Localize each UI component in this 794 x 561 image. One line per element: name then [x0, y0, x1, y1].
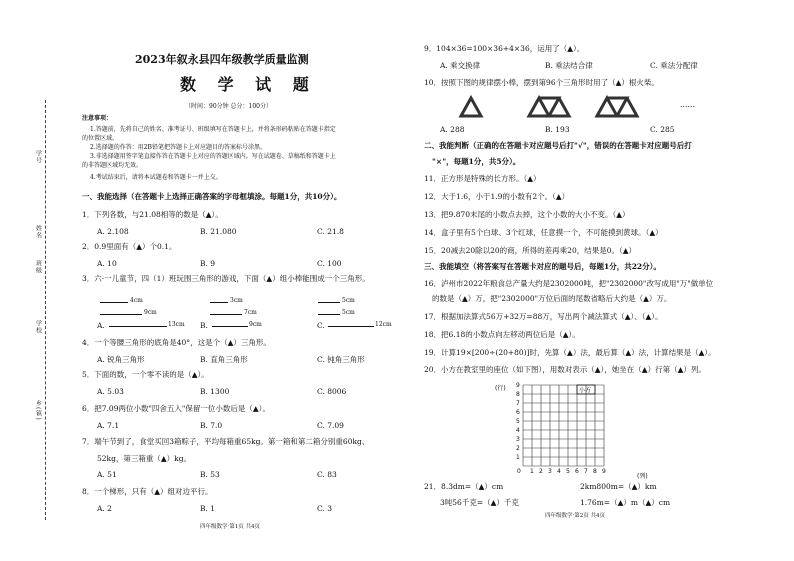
- grid-row-tick: 1: [516, 454, 520, 461]
- q5-stem: 5．下面的数，一个零不读的是（▲）。: [82, 370, 209, 379]
- q8-option-b: B. 1: [200, 504, 216, 513]
- q4-option-c: C. 钝角三角形: [317, 355, 365, 364]
- q16-line-1: 16．泸州市2022年粮食总产量大约是2302000吨，把"2302000"改写成用"万"做单位: [424, 279, 714, 288]
- grid-row-tick: 2: [516, 445, 520, 452]
- q6-option-c: C. 7.09: [317, 421, 344, 430]
- q5-option-b: B. 1300: [200, 387, 230, 396]
- q9-stem: 9．104×36=100×36+4×36，运用了（▲）。: [424, 44, 585, 53]
- q21-line-2a: 3吨56千克=（▲）千克: [440, 498, 519, 507]
- stick-c1: [318, 302, 340, 303]
- q5-option-c: C. 8006: [317, 387, 347, 396]
- q21-line-2b: 1.76m=（▲）m（▲）cm: [580, 498, 671, 507]
- stick-b2-label: 7cm: [244, 309, 257, 316]
- note-2: 2.选择题的作答：用2B铅笔把答题卡上对应题目的答案标号涂黑。: [90, 144, 266, 151]
- stick-b2: [210, 314, 242, 315]
- q10-option-a: A. 288: [440, 125, 465, 134]
- q1-option-a: A. 2.108: [97, 227, 129, 236]
- grid-row-axis-label: (行): [495, 385, 506, 392]
- stick-c1-label: 5cm: [342, 297, 355, 304]
- q1-option-c: C. 21.8: [317, 227, 344, 236]
- grid-col-tick: 3: [548, 468, 552, 475]
- triangle-2: [529, 98, 569, 116]
- q9-option-a: A. 乘交换律: [440, 61, 481, 70]
- q1-option-b: B. 21.080: [200, 227, 237, 236]
- stick-a1: [100, 302, 128, 303]
- stick-c3: [328, 326, 374, 327]
- stick-b3-label: 9cm: [249, 321, 262, 328]
- grid-row-tick: 4: [516, 427, 520, 434]
- grid-col-tick: 2: [539, 468, 543, 475]
- q16-line-2: 的数是（▲）万，把"2302000"万位后面的尾数省略后大约是（▲）万。: [432, 294, 672, 303]
- q7-option-c: C. 83: [317, 470, 337, 479]
- grid-col-tick: 4: [557, 468, 561, 475]
- grid-origin-label: 0: [517, 468, 521, 475]
- q4-option-b: B. 直角三角形: [200, 355, 248, 364]
- grid-col-tick: 8: [593, 468, 597, 475]
- q8-option-a: A. 2: [97, 504, 112, 513]
- note-3b: 的非答题区域均无效。: [82, 162, 143, 169]
- q3-option-c: C.: [317, 321, 325, 330]
- grid-row-tick: 3: [516, 436, 520, 443]
- q11: 11．正方形是特殊的长方形。（▲）: [424, 174, 541, 183]
- q21-line-1b: 2km800m=（▲）km: [580, 482, 657, 491]
- q10-option-c: C. 285: [650, 125, 675, 134]
- grid-col-tick: 9: [602, 468, 606, 475]
- note-1a: 1.答题前，先将自己的姓名、准考证号、班级填写在答题卡上，并将条形码粘贴在答题卡指定: [90, 126, 336, 133]
- stick-a1-label: 4cm: [130, 297, 143, 304]
- binding-label-town: 乡(镇): [34, 400, 42, 421]
- q10-option-b: B. 193: [545, 125, 570, 134]
- triangle-3: [597, 98, 637, 116]
- matchstick-pattern-figure: [455, 92, 695, 122]
- stick-c2: [318, 314, 340, 315]
- q2-option-a: A. 10: [97, 259, 117, 268]
- section-3-heading: 三、我能填空（将答案写在答题卡对应的题号后，每题1分，共22分）。: [424, 262, 661, 271]
- q3-stem: 3．六·一儿童节，四（1）班玩围三角形的游戏，下面（▲）组小棒能围成一个三角形。: [82, 274, 370, 283]
- grid-col-tick: 6: [575, 468, 579, 475]
- note-4: 4.考试结束后，请将本试题卷和答题卡一并上交。: [90, 174, 222, 181]
- q6-option-b: B. 7.0: [200, 421, 223, 430]
- binding-label-id: 学号: [34, 150, 42, 164]
- grid-col-tick: 7: [584, 468, 588, 475]
- q7-stem-2: 52kg，第三箱重（▲）kg。: [97, 454, 192, 463]
- stick-c2-label: 5cm: [342, 309, 355, 316]
- stick-a2-label: 9cm: [144, 309, 157, 316]
- grid-row-tick: 8: [516, 391, 520, 398]
- q14: 14．盒子里有5个白球、3个红球，任意摸一个，不可能摸到黄球。（▲）: [424, 228, 663, 237]
- q8-option-c: C. 3: [317, 504, 333, 513]
- q18: 18．把6.18的小数点向左移动两位后是（▲）。: [424, 330, 580, 339]
- q7-option-b: B. 53: [200, 470, 220, 479]
- q12: 12．大于1.6，小于1.9的小数有2个。（▲）: [424, 192, 570, 201]
- footer-page-2: 四年级数学·第2页 共4页: [545, 513, 605, 519]
- grid-row-tick: 6: [516, 409, 520, 416]
- binding-label-class: 班级: [34, 260, 42, 274]
- triangle-1: [461, 98, 481, 116]
- stick-c3-label: 12cm: [375, 321, 392, 328]
- exam-title: 2023年叙永县四年级教学质量监测: [135, 53, 309, 66]
- section-1-heading: 一、我能选择（在答题卡上选择正确答案的字母框填涂。每题1分，共10分）。: [82, 192, 342, 201]
- q10-stem: 10．按照下图的规律摆小棒，摆到第96个三角形时用了（▲）根火柴。: [424, 78, 659, 87]
- grid-col-tick: 5: [566, 468, 570, 475]
- section-2-heading-1: 二、我能判断（正确的在答题卡对应题号后打"√"，错误的在答题卡对应题号后打: [424, 141, 692, 150]
- seat-label: 小方: [579, 387, 592, 394]
- note-1b: 的位置区域。: [82, 135, 119, 142]
- q3-option-a: A.: [97, 321, 105, 330]
- section-2-heading-2: "×"，每题1分，共5分）。: [432, 157, 521, 166]
- q3-option-b: B.: [200, 321, 208, 330]
- grid-row-tick: 9: [516, 382, 520, 389]
- q7-option-a: A. 51: [97, 470, 117, 479]
- q10-ellipsis: ……: [680, 100, 695, 109]
- q20: 20．小方在教室里的座位（如下图），用数对表示（▲），她坐在（▲）行第（▲）列。: [424, 365, 706, 374]
- notes-heading: 注意事项：: [82, 115, 113, 122]
- q9-option-b: B. 乘法结合律: [545, 61, 593, 70]
- exam-subject: 数 学 试 题: [180, 75, 317, 94]
- stick-b1: [210, 302, 228, 303]
- q6-stem: 6．把7.09两位小数"四舍五入"保留一位小数后是（▲）。: [82, 404, 270, 413]
- q2-option-b: B. 9: [200, 259, 216, 268]
- grid-col-tick: 1: [530, 468, 534, 475]
- stick-a3: [109, 326, 167, 327]
- stick-a3-label: 13cm: [168, 321, 185, 328]
- stick-a2: [100, 314, 142, 315]
- q8-stem: 8．一个梯形，只有（▲）组对边平行。: [82, 487, 213, 496]
- q5-option-a: A. 5.03: [97, 387, 124, 396]
- q17: 17．根据加法算式56万+32万=88万，写出两个减法算式（▲）、（▲）。: [424, 312, 663, 321]
- q13: 13．把9.870末尾的小数点去掉，这个小数的大小不变。（▲）: [424, 210, 630, 219]
- grid-col-axis-label: (列): [637, 473, 648, 480]
- q7-stem: 7．端午节到了，食堂买回3箱粽子，平均每箱重65kg。第一箱和第二箱分别重60kg、: [82, 437, 370, 446]
- grid-row-tick: 7: [516, 400, 520, 407]
- q19: 19．计算19×[200÷(20+80)]时，先算（▲）法，最后算（▲）法，计算结果是（▲）。: [424, 348, 716, 357]
- q15: 15．20减去20除以20的商，所得的差再乘20，结果是0。（▲）: [424, 246, 637, 255]
- grid-row-tick: 5: [516, 418, 520, 425]
- q6-option-a: A. 7.1: [97, 421, 120, 430]
- binding-label-name: 姓名: [34, 225, 42, 239]
- q9-option-c: C. 乘法分配律: [650, 61, 698, 70]
- q21-line-1a: 21．8.3dm=（▲）cm: [424, 482, 504, 491]
- footer-page-1: 四年级数学·第1页 共4页: [200, 524, 260, 530]
- q1-stem: 1．下列各数，与21.08相等的数是（▲）。: [82, 210, 223, 219]
- time-score: （时间：90分钟 总分：100分）: [185, 103, 272, 110]
- q4-option-a: A. 锐角三角形: [97, 355, 145, 364]
- note-3a: 3.非选择题用签字笔直接作答在答题卡上对应的答题区域内。写在试题卷、草稿纸和答题卡上: [90, 153, 336, 160]
- q2-option-c: C. 100: [317, 259, 342, 268]
- stick-b1-label: 3cm: [230, 297, 243, 304]
- stick-b3: [212, 326, 248, 327]
- q2-stem: 2．0.9里面有（▲）个0.1。: [82, 242, 177, 251]
- q4-stem: 4．一个等腰三角形的底角是40°，这是个（▲）三角形。: [82, 338, 271, 347]
- binding-dashed-line: [45, 100, 46, 520]
- binding-label-school: 学校: [34, 320, 42, 334]
- seat-grid: [495, 382, 665, 480]
